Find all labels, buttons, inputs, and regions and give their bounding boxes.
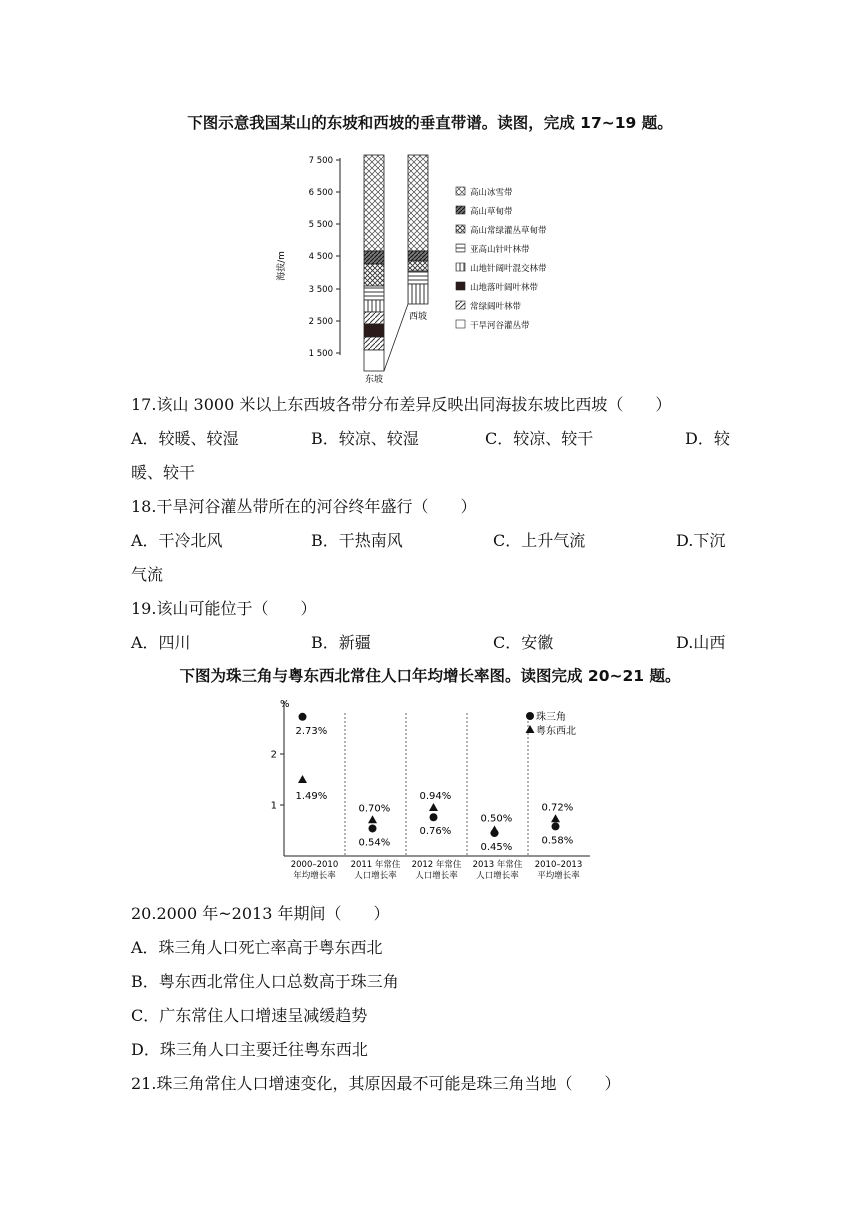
y-axis-label: 海拔/m <box>277 251 287 281</box>
vertical-zonation-figure <box>270 138 600 388</box>
slope-connector <box>384 304 408 371</box>
category-label: 2000–2010 <box>290 860 339 870</box>
legend-triangle-marker <box>526 725 535 733</box>
legend-item: 高山草甸带 <box>470 207 513 217</box>
q19-option-a[interactable]: A．四川 <box>131 633 191 652</box>
question-19-stem: 19.该山可能位于（ ） <box>131 599 317 618</box>
category-label: 2013 年常住 <box>472 860 523 870</box>
pearl-delta-label: 0.58% <box>541 835 574 847</box>
pearl-delta-label: 2.73% <box>295 725 328 737</box>
legend-item: 山地落叶阔叶林带 <box>470 283 539 293</box>
category-label: 人口增长率 <box>415 871 458 881</box>
northwest-guangdong-label: 0.94% <box>419 791 452 803</box>
q18-option-a[interactable]: A．干冷北风 <box>131 531 223 550</box>
pearl-delta-point <box>430 813 438 821</box>
question-20-stem: 20.2000 年~2013 年期间（ ） <box>131 904 390 923</box>
east-slope-column <box>364 155 384 371</box>
q17-option-d[interactable]: D．较 <box>685 429 730 448</box>
legend-label: 粤东西北 <box>536 726 576 737</box>
q17-option-c[interactable]: C．较凉、较干 <box>485 429 594 448</box>
pearl-delta-label: 0.54% <box>358 837 391 849</box>
legend-item: 山地针阔叶混交林带 <box>470 264 547 274</box>
northwest-guangdong-point <box>551 814 560 822</box>
legend-item: 亚高山针叶林带 <box>470 245 530 255</box>
y-tick: 2 500 <box>308 317 333 327</box>
y-tick: 3 500 <box>308 285 333 295</box>
y-ticks <box>309 156 340 359</box>
pearl-delta-point <box>369 824 377 832</box>
zonation-legend <box>456 187 547 331</box>
west-slope-label: 西坡 <box>408 312 428 322</box>
q20-option-b[interactable]: B．粤东西北常住人口总数高于珠三角 <box>131 972 399 991</box>
northwest-guangdong-label: 0.50% <box>480 813 513 825</box>
q17-option-d-wrap[interactable]: 暖、较干 <box>131 463 196 482</box>
q19-option-d[interactable]: D.山西 <box>676 633 726 652</box>
q20-option-a[interactable]: A．珠三角人口死亡率高于粤东西北 <box>131 938 383 957</box>
legend-label: 珠三角 <box>536 712 566 723</box>
east-slope-label: 东坡 <box>364 375 384 385</box>
category-label: 人口增长率 <box>476 871 519 881</box>
q18-option-d-wrap[interactable]: 气流 <box>131 565 164 584</box>
legend-item: 高山常绿灌丛草甸带 <box>470 226 547 236</box>
y-tick: 6 500 <box>308 188 333 198</box>
category-label: 平均增长率 <box>537 871 580 881</box>
category-label: 2010–2013 <box>534 860 583 870</box>
q20-option-d[interactable]: D．珠三角人口主要迁往粤东西北 <box>131 1040 368 1059</box>
category-label: 年均增长率 <box>293 871 336 881</box>
y-tick: 1 500 <box>308 349 333 359</box>
category-label: 2011 年常住 <box>350 860 401 870</box>
pearl-delta-label: 0.45% <box>480 842 513 854</box>
section1-intro: 下图示意我国某山的东坡和西坡的垂直带谱。读图，完成 17~19 题。 <box>187 114 673 132</box>
question-21-stem: 21.珠三角常住人口增速变化，其原因最不可能是珠三角当地（ ） <box>131 1074 621 1093</box>
northwest-guangdong-label: 0.70% <box>358 803 391 815</box>
northwest-guangdong-point <box>368 815 377 823</box>
q17-option-b[interactable]: B．较凉、较湿 <box>311 429 419 448</box>
legend-item: 干旱河谷灌丛带 <box>470 321 530 331</box>
q18-option-c[interactable]: C．上升气流 <box>493 531 586 550</box>
q20-option-c[interactable]: C．广东常住人口增速呈减缓趋势 <box>131 1006 368 1025</box>
population-growth-chart <box>270 693 600 885</box>
question-18-stem: 18.干旱河谷灌丛带所在的河谷终年盛行（ ） <box>131 497 477 516</box>
west-slope-column <box>408 155 428 304</box>
chart-y-unit: % <box>280 699 290 710</box>
q19-option-b[interactable]: B．新疆 <box>311 633 371 652</box>
y-tick-label: 2 <box>270 749 277 761</box>
q19-option-c[interactable]: C．安徽 <box>493 633 554 652</box>
pearl-delta-point <box>552 822 560 830</box>
legend-item: 高山冰雪带 <box>470 188 513 198</box>
q18-option-b[interactable]: B．干热南风 <box>311 531 403 550</box>
northwest-guangdong-point <box>429 803 438 811</box>
northwest-guangdong-label: 1.49% <box>295 791 328 803</box>
section2-intro: 下图为珠三角与粤东西北常住人口年均增长率图。读图完成 20~21 题。 <box>179 667 681 685</box>
question-17-stem: 17.该山 3000 米以上东西坡各带分布差异反映出同海拔东坡比西坡（ ） <box>131 395 672 414</box>
northwest-guangdong-label: 0.72% <box>541 802 574 814</box>
y-tick-label: 1 <box>270 800 277 812</box>
northwest-guangdong-point <box>490 826 499 834</box>
y-tick: 7 500 <box>308 156 333 166</box>
category-label: 人口增长率 <box>354 871 397 881</box>
northwest-guangdong-point <box>298 775 307 783</box>
legend-item: 常绿阔叶林带 <box>470 302 522 312</box>
legend-circle-marker <box>526 712 534 720</box>
q17-option-a[interactable]: A．较暖、较湿 <box>131 429 239 448</box>
pearl-delta-label: 0.76% <box>419 826 452 838</box>
y-tick: 5 500 <box>308 220 333 230</box>
q18-option-d[interactable]: D.下沉 <box>676 531 726 550</box>
pearl-delta-point <box>299 713 307 721</box>
category-label: 2012 年常住 <box>411 860 462 870</box>
y-tick: 4 500 <box>308 252 333 262</box>
